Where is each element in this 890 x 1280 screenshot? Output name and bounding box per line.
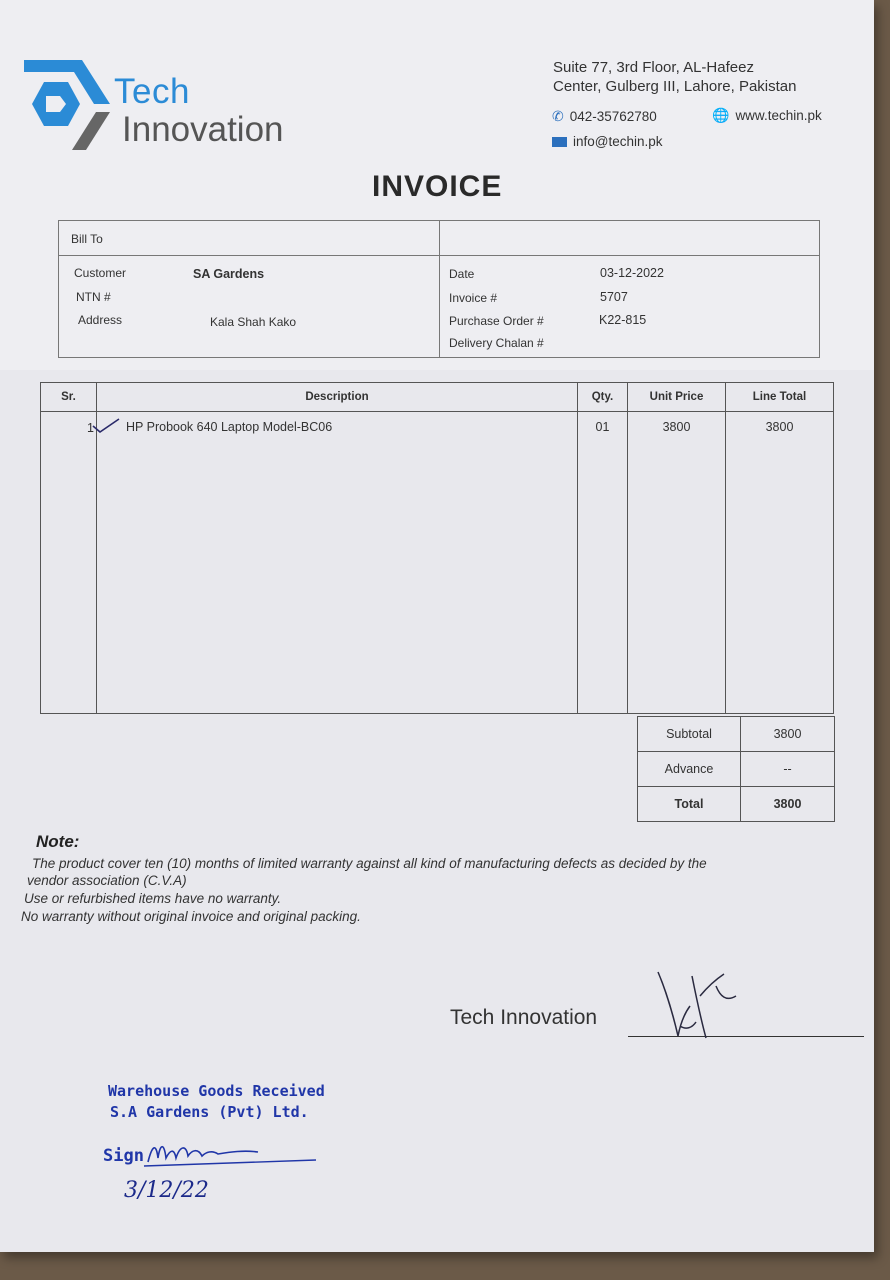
- invoice-number-value: 5707: [600, 290, 628, 304]
- globe-icon: 🌐: [712, 107, 730, 123]
- subtotal-label: Subtotal: [666, 727, 712, 741]
- purchase-order-label: Purchase Order #: [449, 314, 544, 328]
- note-line2: vendor association (C.V.A): [27, 873, 187, 888]
- bill-to-header: Bill To: [71, 232, 103, 246]
- bill-to-box: [58, 220, 820, 358]
- note-line3: Use or refurbished items have no warranty.: [24, 891, 282, 906]
- bill-to-header-cell: [59, 221, 440, 256]
- website-url: www.techin.pk: [735, 108, 822, 123]
- phone-contact: [552, 108, 657, 125]
- advance-label: Advance: [664, 762, 714, 776]
- customer-value: SA Gardens: [193, 267, 265, 281]
- email-address: info@techin.pk: [573, 134, 663, 149]
- items-table: [40, 382, 834, 714]
- header-line-total: Line Total: [752, 391, 807, 403]
- phone-icon: ✆: [552, 108, 564, 124]
- totals-box: [637, 716, 835, 822]
- checkmark-icon: [91, 417, 121, 435]
- company-name-line1: Tech: [114, 72, 190, 111]
- row-unit-price: 3800: [662, 420, 691, 434]
- stamp-signature: [140, 1136, 320, 1172]
- ntn-label: NTN #: [76, 290, 111, 304]
- address-value: Kala Shah Kako: [210, 315, 297, 329]
- stamp-line2: S.A Gardens (Pvt) Ltd.: [110, 1103, 309, 1121]
- phone-number: 042-35762780: [569, 109, 657, 124]
- email-contact: [552, 134, 663, 149]
- total-value: 3800: [773, 797, 802, 811]
- header-sr: Sr.: [61, 391, 76, 403]
- subtotal-value: 3800: [773, 727, 802, 741]
- address-line2: Center, Gulberg III, Lahore, Pakistan: [553, 78, 797, 95]
- address-label: Address: [78, 313, 123, 327]
- note-line1: The product cover ten (10) months of limited warranty against all kind of manufacturing defects as decided by the: [32, 856, 707, 871]
- company-address: [553, 58, 796, 96]
- total-row: [638, 787, 834, 821]
- invoice-title: INVOICE: [372, 170, 503, 203]
- email-icon: [552, 137, 567, 147]
- invoice-number-label: Invoice #: [449, 291, 498, 305]
- company-logo-icon: [24, 58, 112, 150]
- note-heading: Note:: [36, 832, 80, 851]
- header-description: Description: [305, 391, 369, 403]
- customer-label: Customer: [74, 266, 127, 280]
- header-unit-price: Unit Price: [649, 391, 704, 403]
- bill-to-header-right: [439, 221, 819, 256]
- date-label: Date: [449, 267, 475, 281]
- row-qty: 01: [595, 420, 610, 434]
- handwritten-signature: [640, 966, 760, 1046]
- website-contact: [712, 107, 822, 124]
- advance-row: [638, 752, 834, 787]
- header-qty: Qty.: [591, 391, 614, 403]
- stamp-sign-label: Sign: [103, 1146, 144, 1166]
- row-line-total: 3800: [765, 420, 794, 434]
- subtotal-row: [638, 717, 834, 752]
- bill-to-divider: [439, 255, 440, 357]
- row-sr: 1: [87, 421, 94, 435]
- advance-value: --: [783, 762, 792, 776]
- stamp-line1: Warehouse Goods Received: [108, 1082, 325, 1100]
- purchase-order-value: K22-815: [599, 313, 647, 327]
- row-description: HP Probook 640 Laptop Model-BC06: [126, 420, 333, 434]
- signature-company: Tech Innovation: [450, 1006, 598, 1029]
- delivery-chalan-label: Delivery Chalan #: [449, 336, 544, 350]
- company-name-line2: Innovation: [122, 110, 284, 149]
- handwritten-date: 3/12/22: [124, 1178, 209, 1203]
- date-value: 03-12-2022: [600, 266, 664, 280]
- address-line1: Suite 77, 3rd Floor, AL-Hafeez: [553, 59, 754, 76]
- total-label: Total: [674, 797, 704, 811]
- note-line4: No warranty without original invoice and original packing.: [21, 909, 361, 924]
